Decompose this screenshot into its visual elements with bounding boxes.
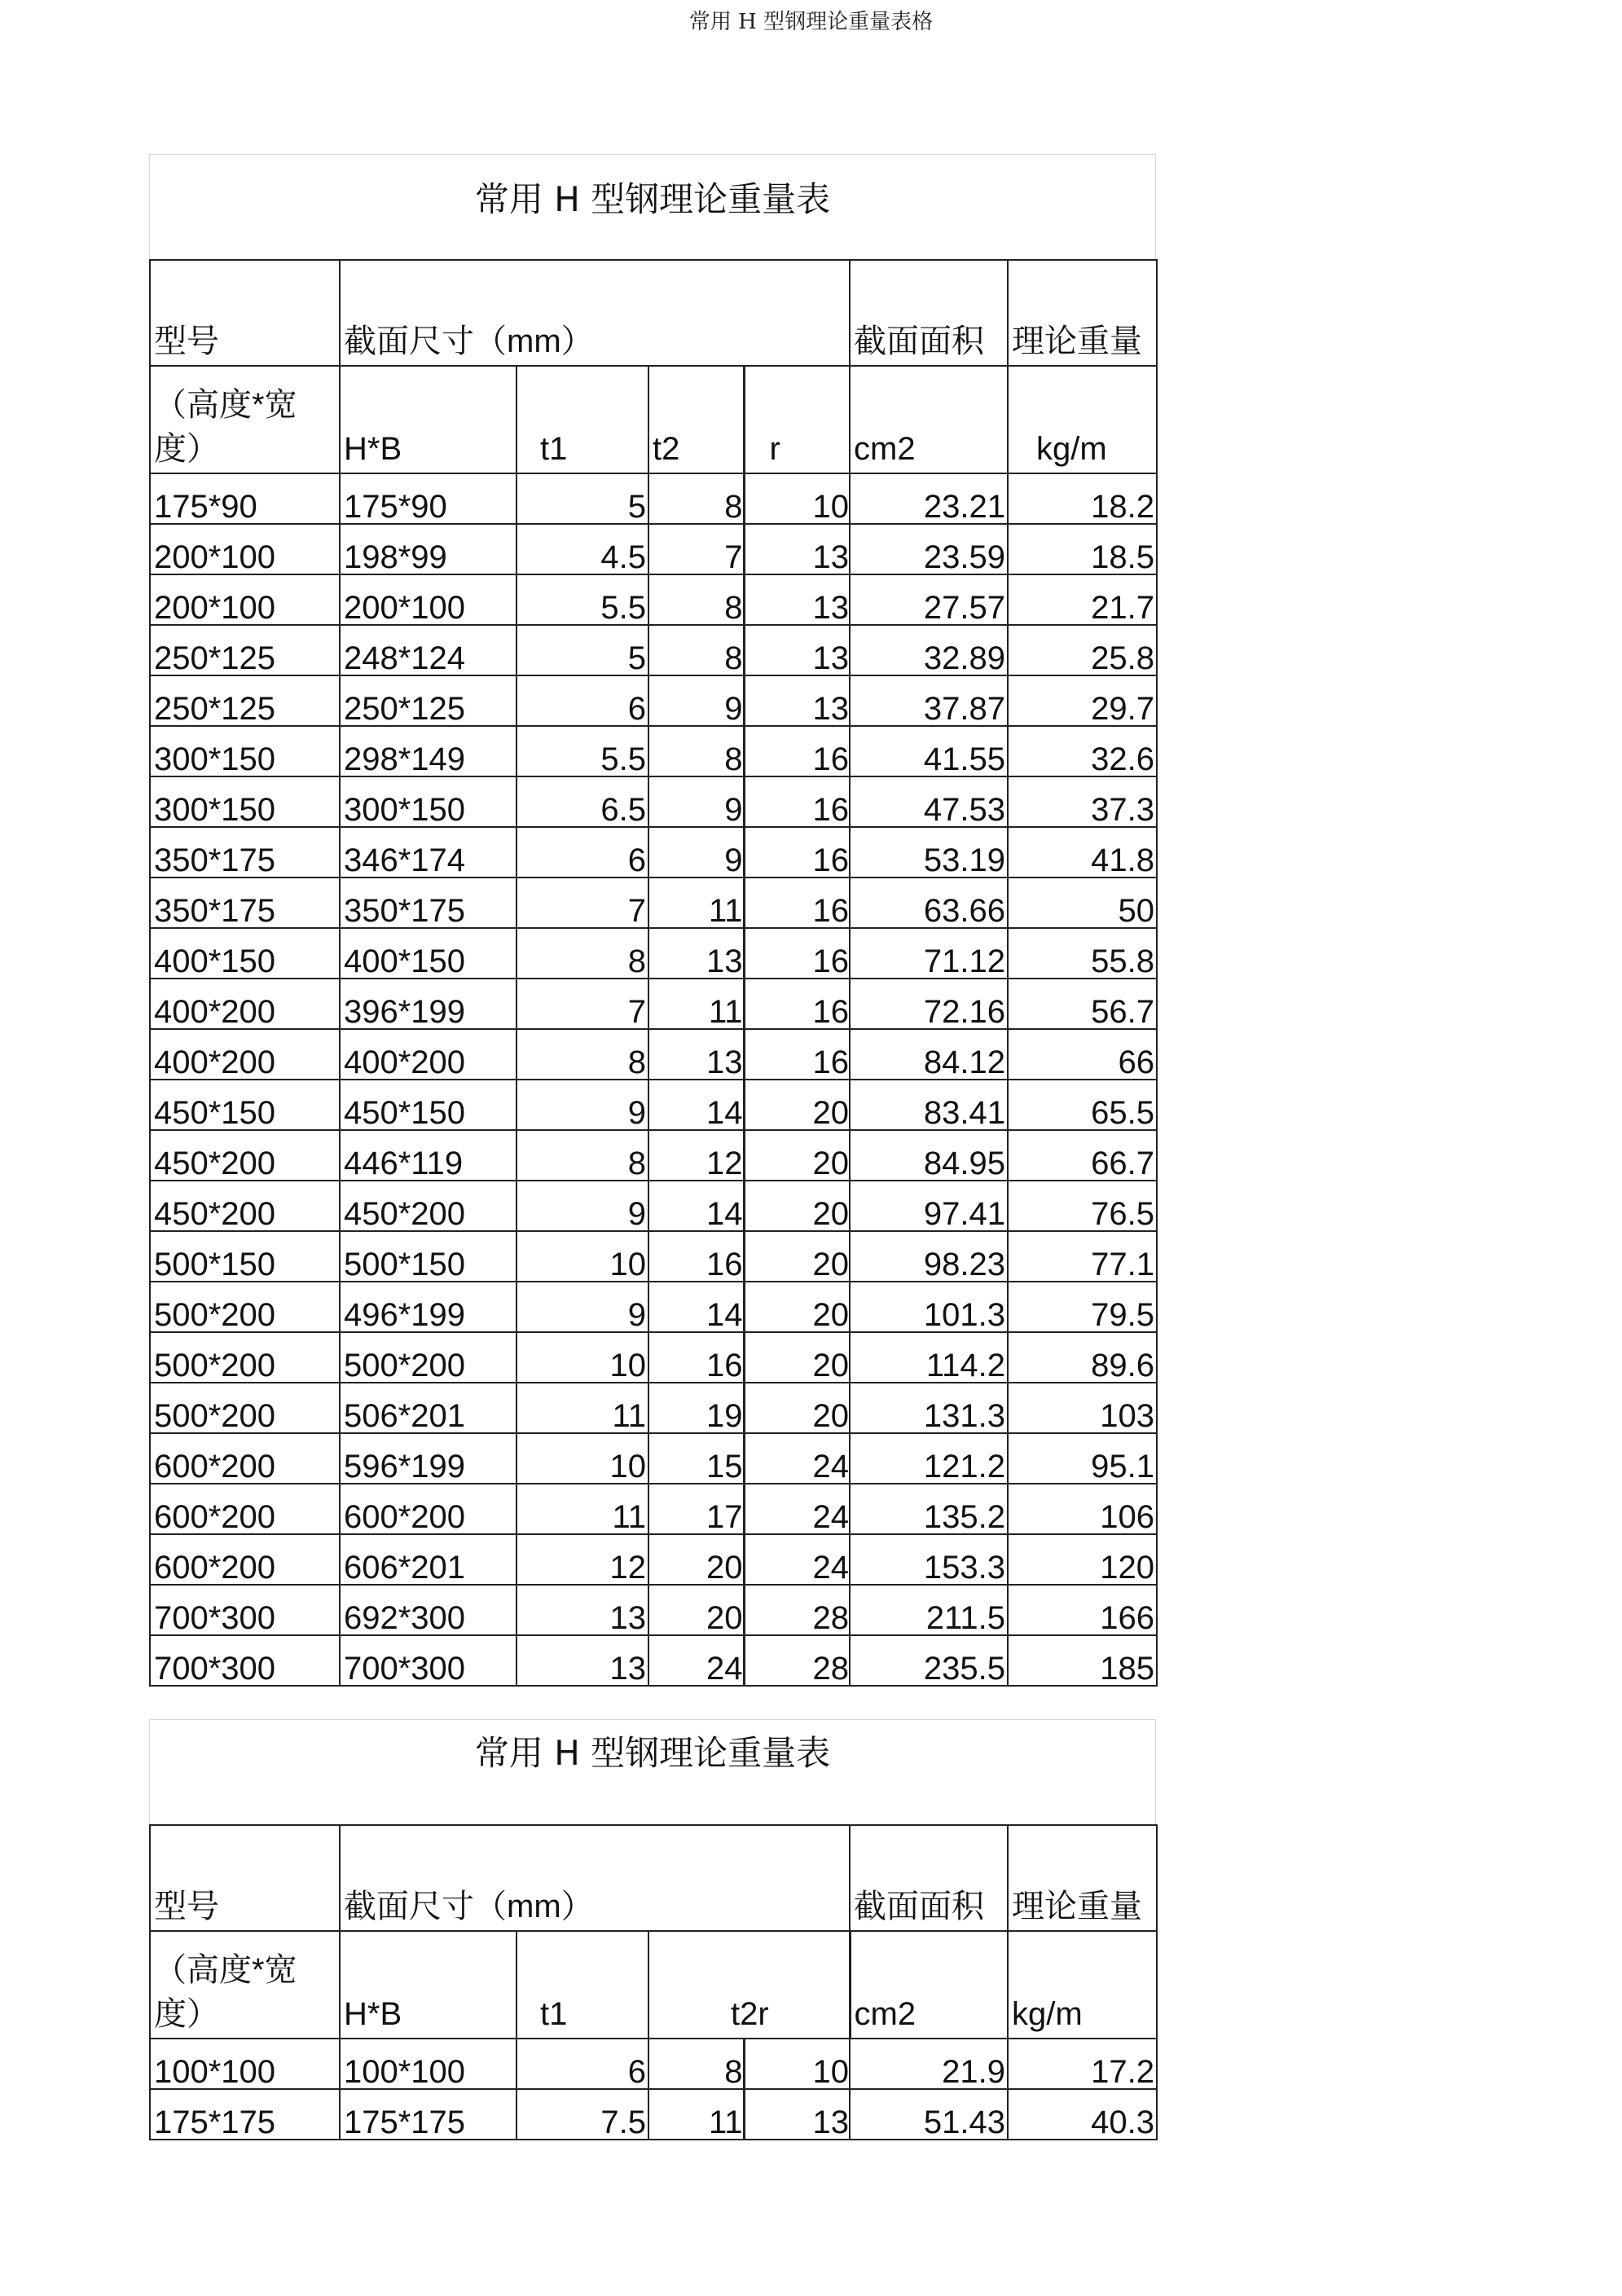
cell-t2: 11 xyxy=(648,2089,744,2140)
cell-t2: 14 xyxy=(648,1282,744,1332)
cell-model: 175*175 xyxy=(150,2089,340,2140)
cell-weight: 18.5 xyxy=(1008,524,1157,574)
cell-hb: 175*90 xyxy=(340,473,516,524)
cell-area: 23.59 xyxy=(850,524,1008,574)
cell-t2: 13 xyxy=(648,928,744,979)
cell-area: 41.55 xyxy=(850,726,1008,776)
cell-area: 83.41 xyxy=(850,1080,1008,1130)
weight-table-2 xyxy=(149,1824,1158,2140)
cell-model: 700*300 xyxy=(150,1585,340,1635)
cell-model: 200*100 xyxy=(150,574,340,625)
cell-t2: 16 xyxy=(648,1231,744,1282)
cell-t1: 12 xyxy=(516,1534,648,1585)
cell-t1: 6 xyxy=(516,2039,648,2089)
cell-hb: 596*199 xyxy=(340,1433,516,1484)
cell-weight: 37.3 xyxy=(1008,776,1157,827)
cell-r: 20 xyxy=(744,1231,850,1282)
table-row xyxy=(150,1029,1157,1080)
cell-model: 350*175 xyxy=(150,827,340,877)
cell-t2: 11 xyxy=(648,877,744,928)
cell-r: 10 xyxy=(744,2039,850,2089)
table-1-body xyxy=(150,473,1157,1686)
cell-weight: 56.7 xyxy=(1008,979,1157,1029)
cell-hb: 198*99 xyxy=(340,524,516,574)
cell-t1: 6 xyxy=(516,675,648,726)
cell-hb: 700*300 xyxy=(340,1635,516,1686)
cell-t1: 8 xyxy=(516,928,648,979)
table-row xyxy=(150,1534,1157,1585)
cell-t2: 19 xyxy=(648,1383,744,1433)
cell-r: 20 xyxy=(744,1383,850,1433)
header-area: 截面面积 xyxy=(850,260,1008,366)
cell-area: 84.12 xyxy=(850,1029,1008,1080)
table-row xyxy=(150,726,1157,776)
page-header: 常用 H 型钢理论重量表格 xyxy=(688,10,934,34)
cell-t2: 7 xyxy=(648,524,744,574)
cell-hb: 446*119 xyxy=(340,1130,516,1181)
cell-r: 20 xyxy=(744,1332,850,1383)
cell-model: 500*200 xyxy=(150,1383,340,1433)
cell-t1: 6 xyxy=(516,827,648,877)
cell-area: 27.57 xyxy=(850,574,1008,625)
cell-t1: 5 xyxy=(516,473,648,524)
table-row xyxy=(150,1282,1157,1332)
header-area-unit: cm2 xyxy=(850,366,1008,473)
header-hb: H*B xyxy=(340,1931,516,2039)
cell-r: 24 xyxy=(744,1433,850,1484)
cell-t2: 9 xyxy=(648,675,744,726)
cell-hb: 100*100 xyxy=(340,2039,516,2089)
cell-area: 37.87 xyxy=(850,675,1008,726)
cell-t2: 12 xyxy=(648,1130,744,1181)
cell-area: 211.5 xyxy=(850,1585,1008,1635)
cell-hb: 200*100 xyxy=(340,574,516,625)
cell-r: 20 xyxy=(744,1181,850,1231)
cell-t1: 9 xyxy=(516,1181,648,1231)
table-row xyxy=(150,1484,1157,1534)
cell-r: 24 xyxy=(744,1484,850,1534)
cell-area: 32.89 xyxy=(850,625,1008,675)
header-t2r: t2r xyxy=(648,1931,850,2039)
cell-hb: 400*200 xyxy=(340,1029,516,1080)
cell-model: 500*200 xyxy=(150,1332,340,1383)
table-2-body xyxy=(150,2039,1157,2140)
header-weight-unit: kg/m xyxy=(1008,366,1157,473)
cell-t1: 11 xyxy=(516,1383,648,1433)
cell-model: 350*175 xyxy=(150,877,340,928)
cell-hb: 500*150 xyxy=(340,1231,516,1282)
cell-t1: 7.5 xyxy=(516,2089,648,2140)
table-row xyxy=(150,1181,1157,1231)
cell-hb: 600*200 xyxy=(340,1484,516,1534)
cell-weight: 95.1 xyxy=(1008,1433,1157,1484)
cell-t1: 9 xyxy=(516,1080,648,1130)
cell-hb: 250*125 xyxy=(340,675,516,726)
table-2-title: 常用 H 型钢理论重量表 xyxy=(474,1733,831,1773)
cell-weight: 76.5 xyxy=(1008,1181,1157,1231)
cell-t1: 11 xyxy=(516,1484,648,1534)
cell-weight: 66.7 xyxy=(1008,1130,1157,1181)
header-t1: t1 xyxy=(516,366,648,473)
cell-area: 72.16 xyxy=(850,979,1008,1029)
cell-area: 235.5 xyxy=(850,1635,1008,1686)
cell-model: 500*200 xyxy=(150,1282,340,1332)
cell-model: 175*90 xyxy=(150,473,340,524)
cell-weight: 41.8 xyxy=(1008,827,1157,877)
cell-area: 135.2 xyxy=(850,1484,1008,1534)
cell-t2: 17 xyxy=(648,1484,744,1534)
cell-model: 100*100 xyxy=(150,2039,340,2089)
cell-area: 84.95 xyxy=(850,1130,1008,1181)
header-model-sub: （高度*宽度） xyxy=(150,1931,340,2039)
cell-t2: 8 xyxy=(648,473,744,524)
header-dims: 截面尺寸（mm） xyxy=(340,260,850,366)
table-row xyxy=(150,2039,1157,2089)
cell-weight: 21.7 xyxy=(1008,574,1157,625)
header-weight-unit: kg/m xyxy=(1008,1931,1157,2039)
header-weight: 理论重量 xyxy=(1008,1825,1157,1931)
cell-t2: 11 xyxy=(648,979,744,1029)
cell-model: 600*200 xyxy=(150,1534,340,1585)
cell-t1: 6.5 xyxy=(516,776,648,827)
cell-weight: 89.6 xyxy=(1008,1332,1157,1383)
table-2-header-row-1 xyxy=(150,1825,1157,1931)
table-1-sheet xyxy=(149,154,1156,1687)
table-row xyxy=(150,2089,1157,2140)
cell-weight: 50 xyxy=(1008,877,1157,928)
cell-model: 450*200 xyxy=(150,1130,340,1181)
cell-t1: 5 xyxy=(516,625,648,675)
header-weight: 理论重量 xyxy=(1008,260,1157,366)
table-row xyxy=(150,979,1157,1029)
cell-area: 101.3 xyxy=(850,1282,1008,1332)
cell-t2: 20 xyxy=(648,1534,744,1585)
cell-t1: 5.5 xyxy=(516,574,648,625)
table-row xyxy=(150,928,1157,979)
cell-t1: 9 xyxy=(516,1282,648,1332)
table-row xyxy=(150,776,1157,827)
table-2-sheet xyxy=(149,1719,1156,2140)
cell-weight: 120 xyxy=(1008,1534,1157,1585)
cell-r: 16 xyxy=(744,726,850,776)
cell-t2: 9 xyxy=(648,827,744,877)
cell-t2: 9 xyxy=(648,776,744,827)
cell-model: 450*150 xyxy=(150,1080,340,1130)
cell-r: 24 xyxy=(744,1534,850,1585)
cell-hb: 400*150 xyxy=(340,928,516,979)
cell-weight: 32.6 xyxy=(1008,726,1157,776)
table-row xyxy=(150,1231,1157,1282)
header-area-unit: cm2 xyxy=(850,1931,1008,2039)
cell-weight: 55.8 xyxy=(1008,928,1157,979)
cell-hb: 506*201 xyxy=(340,1383,516,1433)
cell-hb: 175*175 xyxy=(340,2089,516,2140)
table-1-header-row-1 xyxy=(150,260,1157,366)
cell-weight: 106 xyxy=(1008,1484,1157,1534)
cell-t1: 13 xyxy=(516,1635,648,1686)
cell-weight: 65.5 xyxy=(1008,1080,1157,1130)
cell-t1: 13 xyxy=(516,1585,648,1635)
cell-hb: 606*201 xyxy=(340,1534,516,1585)
cell-r: 10 xyxy=(744,473,850,524)
cell-t1: 10 xyxy=(516,1231,648,1282)
table-1-header-row-2 xyxy=(150,366,1157,473)
cell-t2: 15 xyxy=(648,1433,744,1484)
cell-t1: 10 xyxy=(516,1332,648,1383)
cell-hb: 300*150 xyxy=(340,776,516,827)
cell-r: 28 xyxy=(744,1585,850,1635)
cell-area: 131.3 xyxy=(850,1383,1008,1433)
table-1-title: 常用 H 型钢理论重量表 xyxy=(474,179,831,219)
cell-t1: 5.5 xyxy=(516,726,648,776)
table-row xyxy=(150,625,1157,675)
header-model-sub: （高度*宽度） xyxy=(150,366,340,473)
cell-weight: 25.8 xyxy=(1008,625,1157,675)
cell-area: 71.12 xyxy=(850,928,1008,979)
cell-area: 23.21 xyxy=(850,473,1008,524)
cell-weight: 185 xyxy=(1008,1635,1157,1686)
weight-table-1 xyxy=(149,259,1158,1687)
cell-r: 13 xyxy=(744,2089,850,2140)
cell-r: 16 xyxy=(744,1029,850,1080)
cell-hb: 450*150 xyxy=(340,1080,516,1130)
table-row xyxy=(150,574,1157,625)
table-row xyxy=(150,1635,1157,1686)
cell-area: 63.66 xyxy=(850,877,1008,928)
cell-t2: 20 xyxy=(648,1585,744,1635)
cell-r: 16 xyxy=(744,827,850,877)
cell-r: 16 xyxy=(744,776,850,827)
header-t1: t1 xyxy=(516,1931,648,2039)
cell-hb: 248*124 xyxy=(340,625,516,675)
cell-t2: 16 xyxy=(648,1332,744,1383)
header-model: 型号 xyxy=(150,260,340,366)
cell-area: 98.23 xyxy=(850,1231,1008,1282)
cell-weight: 40.3 xyxy=(1008,2089,1157,2140)
cell-area: 53.19 xyxy=(850,827,1008,877)
cell-area: 114.2 xyxy=(850,1332,1008,1383)
table-row xyxy=(150,1383,1157,1433)
cell-t2: 8 xyxy=(648,726,744,776)
cell-model: 200*100 xyxy=(150,524,340,574)
cell-area: 121.2 xyxy=(850,1433,1008,1484)
cell-weight: 77.1 xyxy=(1008,1231,1157,1282)
cell-weight: 66 xyxy=(1008,1029,1157,1080)
cell-r: 13 xyxy=(744,524,850,574)
cell-hb: 692*300 xyxy=(340,1585,516,1635)
cell-weight: 79.5 xyxy=(1008,1282,1157,1332)
cell-hb: 450*200 xyxy=(340,1181,516,1231)
table-2-title-box xyxy=(149,1719,1156,1824)
cell-r: 16 xyxy=(744,877,850,928)
cell-model: 300*150 xyxy=(150,776,340,827)
table-row xyxy=(150,1332,1157,1383)
cell-weight: 18.2 xyxy=(1008,473,1157,524)
cell-model: 600*200 xyxy=(150,1484,340,1534)
table-row xyxy=(150,877,1157,928)
cell-model: 500*150 xyxy=(150,1231,340,1282)
cell-model: 450*200 xyxy=(150,1181,340,1231)
cell-t2: 14 xyxy=(648,1080,744,1130)
table-row xyxy=(150,1585,1157,1635)
cell-area: 153.3 xyxy=(850,1534,1008,1585)
cell-t1: 7 xyxy=(516,877,648,928)
cell-hb: 346*174 xyxy=(340,827,516,877)
cell-r: 13 xyxy=(744,574,850,625)
cell-model: 300*150 xyxy=(150,726,340,776)
cell-hb: 350*175 xyxy=(340,877,516,928)
table-row xyxy=(150,1130,1157,1181)
cell-hb: 298*149 xyxy=(340,726,516,776)
table-row xyxy=(150,473,1157,524)
cell-hb: 396*199 xyxy=(340,979,516,1029)
cell-model: 400*200 xyxy=(150,979,340,1029)
table-1-title-box xyxy=(149,154,1156,259)
table-row xyxy=(150,1080,1157,1130)
header-dims: 截面尺寸（mm） xyxy=(340,1825,850,1931)
cell-t1: 10 xyxy=(516,1433,648,1484)
cell-r: 13 xyxy=(744,675,850,726)
header-area: 截面面积 xyxy=(850,1825,1008,1931)
table-row xyxy=(150,1433,1157,1484)
cell-area: 47.53 xyxy=(850,776,1008,827)
cell-r: 20 xyxy=(744,1130,850,1181)
cell-t2: 8 xyxy=(648,2039,744,2089)
cell-t2: 8 xyxy=(648,625,744,675)
cell-t1: 8 xyxy=(516,1029,648,1080)
table-row xyxy=(150,827,1157,877)
table-row xyxy=(150,524,1157,574)
cell-model: 700*300 xyxy=(150,1635,340,1686)
cell-t2: 14 xyxy=(648,1181,744,1231)
cell-t2: 24 xyxy=(648,1635,744,1686)
cell-model: 600*200 xyxy=(150,1433,340,1484)
cell-model: 400*150 xyxy=(150,928,340,979)
cell-r: 13 xyxy=(744,625,850,675)
header-hb: H*B xyxy=(340,366,516,473)
cell-t2: 13 xyxy=(648,1029,744,1080)
header-t2: t2 xyxy=(648,366,744,473)
cell-r: 20 xyxy=(744,1080,850,1130)
table-row xyxy=(150,675,1157,726)
cell-r: 28 xyxy=(744,1635,850,1686)
cell-weight: 103 xyxy=(1008,1383,1157,1433)
cell-model: 250*125 xyxy=(150,625,340,675)
cell-weight: 29.7 xyxy=(1008,675,1157,726)
header-r: r xyxy=(744,366,850,473)
table-2-header-row-2 xyxy=(150,1931,1157,2039)
cell-weight: 17.2 xyxy=(1008,2039,1157,2089)
cell-model: 400*200 xyxy=(150,1029,340,1080)
cell-t1: 7 xyxy=(516,979,648,1029)
cell-area: 21.9 xyxy=(850,2039,1008,2089)
cell-hb: 500*200 xyxy=(340,1332,516,1383)
cell-r: 16 xyxy=(744,928,850,979)
cell-r: 20 xyxy=(744,1282,850,1332)
cell-area: 51.43 xyxy=(850,2089,1008,2140)
cell-area: 97.41 xyxy=(850,1181,1008,1231)
cell-t1: 8 xyxy=(516,1130,648,1181)
cell-model: 250*125 xyxy=(150,675,340,726)
cell-weight: 166 xyxy=(1008,1585,1157,1635)
cell-t1: 4.5 xyxy=(516,524,648,574)
cell-r: 16 xyxy=(744,979,850,1029)
header-model: 型号 xyxy=(150,1825,340,1931)
cell-t2: 8 xyxy=(648,574,744,625)
cell-hb: 496*199 xyxy=(340,1282,516,1332)
